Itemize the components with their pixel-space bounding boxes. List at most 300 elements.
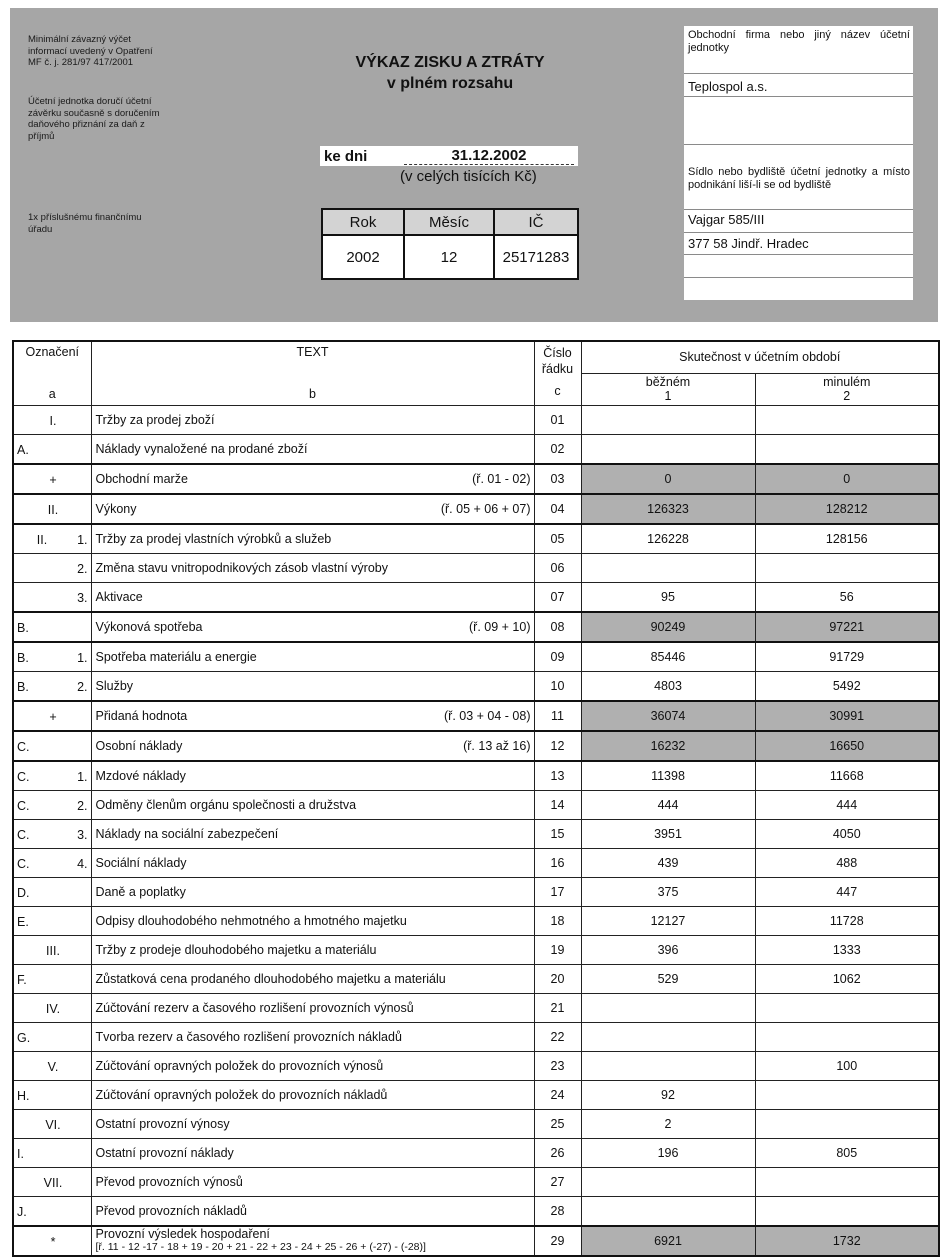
row-line-number: 03 bbox=[534, 464, 581, 494]
row-mark: V. bbox=[47, 1059, 59, 1074]
row-mark-cell bbox=[13, 1109, 91, 1138]
previous-period-value: 1732 bbox=[755, 1226, 939, 1256]
row-sub-mark: 2. bbox=[77, 798, 88, 813]
current-period-value: 90249 bbox=[581, 612, 755, 642]
row-line-number: 01 bbox=[534, 405, 581, 434]
previous-period-value: 1333 bbox=[755, 935, 939, 964]
current-period-value: 3951 bbox=[581, 819, 755, 848]
title-line: v plném rozsahu bbox=[386, 75, 514, 92]
current-period-value: 12127 bbox=[581, 906, 755, 935]
row-mark: H. bbox=[17, 1088, 30, 1103]
table-row bbox=[13, 524, 939, 554]
row-text: Převod provozních nákladů bbox=[95, 1203, 247, 1218]
row-mark-cell bbox=[13, 935, 91, 964]
row-mark: I. bbox=[17, 1146, 24, 1161]
row-sub-mark: 1. bbox=[77, 532, 88, 547]
row-text: Provozní výsledek hospodaření bbox=[95, 1227, 270, 1241]
previous-period-value: 128212 bbox=[755, 494, 939, 524]
row-text: Tvorba rezerv a časového rozlišení provozních nákladů bbox=[95, 1029, 402, 1044]
current-period-header bbox=[581, 373, 755, 405]
header-col-c bbox=[534, 341, 581, 405]
current-period-value: 126228 bbox=[581, 524, 755, 554]
month-value: 12 bbox=[404, 235, 494, 279]
previous-period-value: 30991 bbox=[755, 701, 939, 731]
row-line-number: 04 bbox=[534, 494, 581, 524]
previous-period-value: 5492 bbox=[755, 671, 939, 701]
row-mark: IV. bbox=[45, 1001, 61, 1016]
table-row bbox=[13, 612, 939, 642]
row-text-cell bbox=[91, 819, 534, 848]
row-sub-mark: 3. bbox=[77, 590, 88, 605]
row-line-number: 09 bbox=[534, 642, 581, 672]
firm-box bbox=[684, 26, 913, 300]
current-period-value: 439 bbox=[581, 848, 755, 877]
row-mark-cell bbox=[13, 993, 91, 1022]
note-line: úřadu bbox=[28, 223, 53, 235]
row-line-number: 11 bbox=[534, 701, 581, 731]
row-line-number: 19 bbox=[534, 935, 581, 964]
row-mark: VI. bbox=[45, 1117, 61, 1132]
row-text: Zúčtování opravných položek do provozních výnosů bbox=[95, 1058, 384, 1073]
row-text-cell bbox=[91, 731, 534, 761]
row-sub-mark: 1. bbox=[77, 769, 88, 784]
row-text-cell bbox=[91, 671, 534, 701]
row-line-number: 24 bbox=[534, 1080, 581, 1109]
row-mark: B. bbox=[17, 679, 29, 694]
table-row bbox=[13, 1051, 939, 1080]
row-formula: (ř. 03 + 04 - 08) bbox=[444, 708, 531, 723]
row-line-number: 25 bbox=[534, 1109, 581, 1138]
row-text: Zúčtování opravných položek do provozních nákladů bbox=[95, 1087, 388, 1102]
row-mark-cell bbox=[13, 877, 91, 906]
table-row bbox=[13, 1022, 939, 1051]
row-mark: C. bbox=[17, 827, 30, 842]
previous-period-value bbox=[755, 1109, 939, 1138]
row-mark-cell bbox=[13, 405, 91, 434]
row-line-number: 02 bbox=[534, 434, 581, 464]
row-text: Ostatní provozní náklady bbox=[95, 1145, 234, 1160]
row-text: Spotřeba materiálu a energie bbox=[95, 649, 257, 664]
col-a-letter: a bbox=[48, 387, 56, 401]
row-text: Výkonová spotřeba bbox=[95, 619, 203, 634]
current-period-value bbox=[581, 405, 755, 434]
note-line: Účetní jednotka doručí účetní bbox=[28, 96, 152, 107]
previous-period-value: 56 bbox=[755, 582, 939, 612]
date-value: 31.12.2002 bbox=[404, 147, 574, 165]
current-period-value: 92 bbox=[581, 1080, 755, 1109]
current-no: 1 bbox=[664, 389, 672, 403]
row-formula: [ř. 11 - 12 -17 - 18 + 19 - 20 + 21 - 22 + 23 - 24 + 25 - 26 + (-27) - (-28)] bbox=[95, 1241, 426, 1253]
row-sub-mark: 2. bbox=[77, 561, 88, 576]
row-text-cell bbox=[91, 993, 534, 1022]
row-line-number: 12 bbox=[534, 731, 581, 761]
row-mark: G. bbox=[17, 1030, 31, 1045]
previous-period-value: 16650 bbox=[755, 731, 939, 761]
current-period-value bbox=[581, 1022, 755, 1051]
row-line-number: 21 bbox=[534, 993, 581, 1022]
table-row bbox=[13, 434, 939, 464]
col-c-letter: c bbox=[554, 384, 561, 398]
row-text-cell bbox=[91, 1196, 534, 1226]
row-mark: B. bbox=[17, 620, 29, 635]
row-text-cell bbox=[91, 906, 534, 935]
row-mark-cell bbox=[13, 553, 91, 582]
row-line-number: 10 bbox=[534, 671, 581, 701]
previous-period-value: 444 bbox=[755, 790, 939, 819]
row-mark-cell bbox=[13, 964, 91, 993]
row-text: Tržby za prodej vlastních výrobků a služeb bbox=[95, 531, 332, 546]
row-sub-mark: 4. bbox=[77, 856, 88, 871]
row-line-number: 16 bbox=[534, 848, 581, 877]
current-period-value: 4803 bbox=[581, 671, 755, 701]
table-row bbox=[13, 464, 939, 494]
current-period-value: 529 bbox=[581, 964, 755, 993]
note-line: závěrku současně s doručením bbox=[28, 107, 160, 119]
current-period-value: 36074 bbox=[581, 701, 755, 731]
table-row bbox=[13, 494, 939, 524]
row-line-number: 13 bbox=[534, 761, 581, 791]
previous-period-value: 4050 bbox=[755, 819, 939, 848]
row-text-cell bbox=[91, 582, 534, 612]
row-sub-mark: 3. bbox=[77, 827, 88, 842]
header-col-a bbox=[13, 341, 91, 405]
previous-period-value bbox=[755, 1196, 939, 1226]
ic-label: IČ bbox=[494, 209, 578, 235]
current-period-value: 396 bbox=[581, 935, 755, 964]
row-mark: E. bbox=[17, 914, 29, 929]
row-mark: B. bbox=[17, 650, 29, 665]
note-line: MF č. j. 281/97 417/2001 bbox=[28, 57, 134, 68]
table-row bbox=[13, 761, 939, 791]
row-line-number: 05 bbox=[534, 524, 581, 554]
month-label: Měsíc bbox=[404, 209, 494, 235]
row-text-cell bbox=[91, 877, 534, 906]
note-line: daňového přiznání za daň z bbox=[28, 119, 145, 130]
previous-period-header bbox=[755, 373, 939, 405]
row-text: Odměny členům orgánu společnosti a družstva bbox=[95, 797, 357, 812]
row-text: Změna stavu vnitropodnikových zásob vlastní výroby bbox=[95, 560, 388, 575]
current-period-value: 444 bbox=[581, 790, 755, 819]
row-text-cell bbox=[91, 701, 534, 731]
row-text-cell bbox=[91, 935, 534, 964]
row-line-number: 20 bbox=[534, 964, 581, 993]
row-line-number: 22 bbox=[534, 1022, 581, 1051]
current-period-value: 196 bbox=[581, 1138, 755, 1167]
current-period-value bbox=[581, 1051, 755, 1080]
row-text: Daně a poplatky bbox=[95, 884, 186, 899]
recipient-note bbox=[28, 212, 142, 235]
row-line-number: 14 bbox=[534, 790, 581, 819]
row-text: Výkony bbox=[95, 501, 137, 516]
row-text: Převod provozních výnosů bbox=[95, 1174, 243, 1189]
row-line-number: 07 bbox=[534, 582, 581, 612]
row-mark: C. bbox=[17, 739, 30, 754]
row-text-cell bbox=[91, 464, 534, 494]
document-title bbox=[320, 52, 580, 94]
current-label: běžném bbox=[645, 375, 691, 389]
table-row bbox=[13, 405, 939, 434]
row-mark-cell bbox=[13, 701, 91, 731]
row-text-cell bbox=[91, 405, 534, 434]
table-row bbox=[13, 819, 939, 848]
previous-no: 2 bbox=[843, 389, 851, 403]
row-mark-cell bbox=[13, 494, 91, 524]
row-text: Náklady vynaložené na prodané zboží bbox=[95, 441, 308, 456]
row-text: Obchodní marže bbox=[95, 471, 188, 486]
row-line-number: 18 bbox=[534, 906, 581, 935]
table-row bbox=[13, 642, 939, 672]
current-period-value bbox=[581, 434, 755, 464]
col-c-label: Číslo řádku bbox=[541, 346, 574, 376]
row-mark-cell bbox=[13, 1138, 91, 1167]
table-row bbox=[13, 553, 939, 582]
row-mark-cell bbox=[13, 790, 91, 819]
row-mark-cell bbox=[13, 1022, 91, 1051]
row-mark: J. bbox=[17, 1204, 27, 1219]
previous-period-value bbox=[755, 1080, 939, 1109]
year-value: 2002 bbox=[322, 235, 404, 279]
title-line: VÝKAZ ZISKU A ZTRÁTY bbox=[355, 54, 545, 71]
firm-label: Obchodní firma nebo jiný název účetní jednotky bbox=[688, 29, 910, 54]
previous-period-value bbox=[755, 553, 939, 582]
row-mark: VII. bbox=[43, 1175, 63, 1190]
row-text-cell bbox=[91, 1226, 534, 1256]
row-mark-cell bbox=[13, 906, 91, 935]
row-text: Ostatní provozní výnosy bbox=[95, 1116, 230, 1131]
table-row bbox=[13, 848, 939, 877]
previous-period-value: 805 bbox=[755, 1138, 939, 1167]
row-mark-cell bbox=[13, 612, 91, 642]
row-mark-cell bbox=[13, 1226, 91, 1256]
previous-period-value: 0 bbox=[755, 464, 939, 494]
firm-name: Teplospol a.s. bbox=[688, 79, 768, 94]
table-row bbox=[13, 731, 939, 761]
table-row bbox=[13, 790, 939, 819]
previous-period-value: 488 bbox=[755, 848, 939, 877]
row-formula: (ř. 01 - 02) bbox=[472, 471, 531, 486]
row-text: Aktivace bbox=[95, 589, 143, 604]
row-line-number: 27 bbox=[534, 1167, 581, 1196]
col-b-label: TEXT bbox=[296, 345, 329, 359]
row-mark: F. bbox=[17, 972, 27, 987]
row-mark: II. bbox=[47, 502, 59, 517]
row-text-cell bbox=[91, 1138, 534, 1167]
previous-period-value: 447 bbox=[755, 877, 939, 906]
current-period-value: 6921 bbox=[581, 1226, 755, 1256]
previous-period-value bbox=[755, 1167, 939, 1196]
row-line-number: 06 bbox=[534, 553, 581, 582]
row-line-number: 26 bbox=[534, 1138, 581, 1167]
current-period-value bbox=[581, 1196, 755, 1226]
period-header: Skutečnost v účetním období bbox=[581, 341, 939, 373]
row-text-cell bbox=[91, 1109, 534, 1138]
row-mark-cell bbox=[13, 464, 91, 494]
current-period-value: 126323 bbox=[581, 494, 755, 524]
previous-period-value bbox=[755, 434, 939, 464]
row-text: Odpisy dlouhodobého nehmotného a hmotného majetku bbox=[95, 913, 407, 928]
table-row bbox=[13, 671, 939, 701]
row-formula: (ř. 05 + 06 + 07) bbox=[440, 501, 531, 516]
note-line: Minimální závazný výčet bbox=[28, 34, 131, 45]
row-mark: + bbox=[49, 709, 57, 724]
period-id-table bbox=[321, 208, 579, 280]
current-period-value: 375 bbox=[581, 877, 755, 906]
table-row bbox=[13, 582, 939, 612]
row-text: Mzdové náklady bbox=[95, 768, 186, 783]
address-line-2: 377 58 Jindř. Hradec bbox=[688, 236, 809, 251]
divider bbox=[684, 277, 913, 278]
row-line-number: 17 bbox=[534, 877, 581, 906]
col-a-label: Označení bbox=[25, 345, 79, 359]
row-text-cell bbox=[91, 642, 534, 672]
previous-period-value: 11668 bbox=[755, 761, 939, 791]
current-period-value: 95 bbox=[581, 582, 755, 612]
row-mark: A. bbox=[17, 442, 29, 457]
row-text-cell bbox=[91, 434, 534, 464]
table-row bbox=[13, 1109, 939, 1138]
row-text-cell bbox=[91, 1080, 534, 1109]
current-period-value: 85446 bbox=[581, 642, 755, 672]
row-text-cell bbox=[91, 1051, 534, 1080]
previous-period-value: 91729 bbox=[755, 642, 939, 672]
previous-label: minulém bbox=[823, 375, 871, 389]
row-mark: + bbox=[49, 472, 57, 487]
row-formula: (ř. 13 až 16) bbox=[463, 738, 531, 753]
address-line-1: Vajgar 585/III bbox=[688, 212, 765, 227]
note-line: 1x příslušnému finančnímu bbox=[28, 212, 142, 223]
table-row bbox=[13, 701, 939, 731]
row-line-number: 28 bbox=[534, 1196, 581, 1226]
row-sub-mark: 2. bbox=[77, 679, 88, 694]
row-mark: D. bbox=[17, 885, 30, 900]
previous-period-value: 97221 bbox=[755, 612, 939, 642]
row-mark: III. bbox=[46, 943, 60, 958]
ic-value: 25171283 bbox=[494, 235, 578, 279]
note-line: informací uvedený v Opatření bbox=[28, 45, 153, 57]
previous-period-value: 11728 bbox=[755, 906, 939, 935]
divider bbox=[684, 73, 913, 74]
row-line-number: 15 bbox=[534, 819, 581, 848]
row-text-cell bbox=[91, 1167, 534, 1196]
submission-note bbox=[28, 96, 159, 142]
row-mark-cell bbox=[13, 819, 91, 848]
divider bbox=[684, 232, 913, 233]
current-period-value bbox=[581, 553, 755, 582]
row-text: Osobní náklady bbox=[95, 738, 183, 753]
divider bbox=[684, 96, 913, 97]
row-sub-mark: 1. bbox=[77, 650, 88, 665]
row-line-number: 29 bbox=[534, 1226, 581, 1256]
row-text-cell bbox=[91, 494, 534, 524]
divider bbox=[684, 209, 913, 210]
row-mark: * bbox=[50, 1234, 56, 1249]
row-text-cell bbox=[91, 761, 534, 791]
row-mark-cell bbox=[13, 761, 91, 791]
table-row bbox=[13, 1167, 939, 1196]
row-text-cell bbox=[91, 790, 534, 819]
header-col-b bbox=[91, 341, 534, 405]
row-text: Zůstatková cena prodaného dlouhodobého majetku a materiálu bbox=[95, 971, 446, 986]
previous-period-value bbox=[755, 993, 939, 1022]
row-mark-cell bbox=[13, 848, 91, 877]
row-text: Tržby za prodej zboží bbox=[95, 412, 215, 427]
row-text: Služby bbox=[95, 678, 134, 693]
row-mark: C. bbox=[17, 769, 30, 784]
regulation-note bbox=[28, 34, 153, 69]
row-mark-cell bbox=[13, 671, 91, 701]
row-text: Přidaná hodnota bbox=[95, 708, 188, 723]
row-text: Náklady na sociální zabezpečení bbox=[95, 826, 279, 841]
table-row bbox=[13, 1138, 939, 1167]
table-row bbox=[13, 877, 939, 906]
previous-period-value bbox=[755, 1022, 939, 1051]
current-period-value bbox=[581, 993, 755, 1022]
previous-period-value bbox=[755, 405, 939, 434]
table-row bbox=[13, 964, 939, 993]
note-line: příjmů bbox=[28, 130, 55, 142]
divider bbox=[684, 144, 913, 145]
previous-period-value: 128156 bbox=[755, 524, 939, 554]
table-row bbox=[13, 935, 939, 964]
current-period-value: 2 bbox=[581, 1109, 755, 1138]
current-period-value: 16232 bbox=[581, 731, 755, 761]
row-mark-cell bbox=[13, 524, 91, 554]
row-mark-cell bbox=[13, 582, 91, 612]
col-b-letter: b bbox=[309, 387, 316, 401]
previous-period-value: 1062 bbox=[755, 964, 939, 993]
row-line-number: 08 bbox=[534, 612, 581, 642]
table-row bbox=[13, 1080, 939, 1109]
row-text: Sociální náklady bbox=[95, 855, 187, 870]
previous-period-value: 100 bbox=[755, 1051, 939, 1080]
current-period-value bbox=[581, 1167, 755, 1196]
row-mark-cell bbox=[13, 1167, 91, 1196]
current-period-value: 11398 bbox=[581, 761, 755, 791]
seat-label: Sídlo nebo bydliště účetní jednotky a místo podnikání liší-li se od bydliště bbox=[688, 166, 910, 191]
year-label: Rok bbox=[322, 209, 404, 235]
divider bbox=[684, 254, 913, 255]
row-text-cell bbox=[91, 1022, 534, 1051]
row-mark-cell bbox=[13, 434, 91, 464]
row-mark: C. bbox=[17, 856, 30, 871]
income-statement-table bbox=[12, 340, 940, 1257]
current-period-value: 0 bbox=[581, 464, 755, 494]
row-formula: (ř. 09 + 10) bbox=[469, 619, 531, 634]
row-line-number: 23 bbox=[534, 1051, 581, 1080]
row-mark: II. bbox=[36, 532, 48, 547]
row-text-cell bbox=[91, 612, 534, 642]
row-text-cell bbox=[91, 553, 534, 582]
row-mark-cell bbox=[13, 1080, 91, 1109]
row-mark-cell bbox=[13, 642, 91, 672]
date-box bbox=[320, 146, 578, 166]
row-mark: I. bbox=[49, 413, 57, 428]
units-note: (v celých tisících Kč) bbox=[400, 168, 537, 185]
table-row bbox=[13, 1226, 939, 1256]
table-row bbox=[13, 906, 939, 935]
row-mark: C. bbox=[17, 798, 30, 813]
row-text: Tržby z prodeje dlouhodobého majetku a materiálu bbox=[95, 942, 377, 957]
row-text: Zúčtování rezerv a časového rozlišení provozních výnosů bbox=[95, 1000, 414, 1015]
row-text-cell bbox=[91, 848, 534, 877]
row-mark-cell bbox=[13, 1051, 91, 1080]
row-text-cell bbox=[91, 964, 534, 993]
table-row bbox=[13, 1196, 939, 1226]
table-row bbox=[13, 993, 939, 1022]
row-mark-cell bbox=[13, 1196, 91, 1226]
row-mark-cell bbox=[13, 731, 91, 761]
date-label: ke dni bbox=[324, 148, 368, 165]
